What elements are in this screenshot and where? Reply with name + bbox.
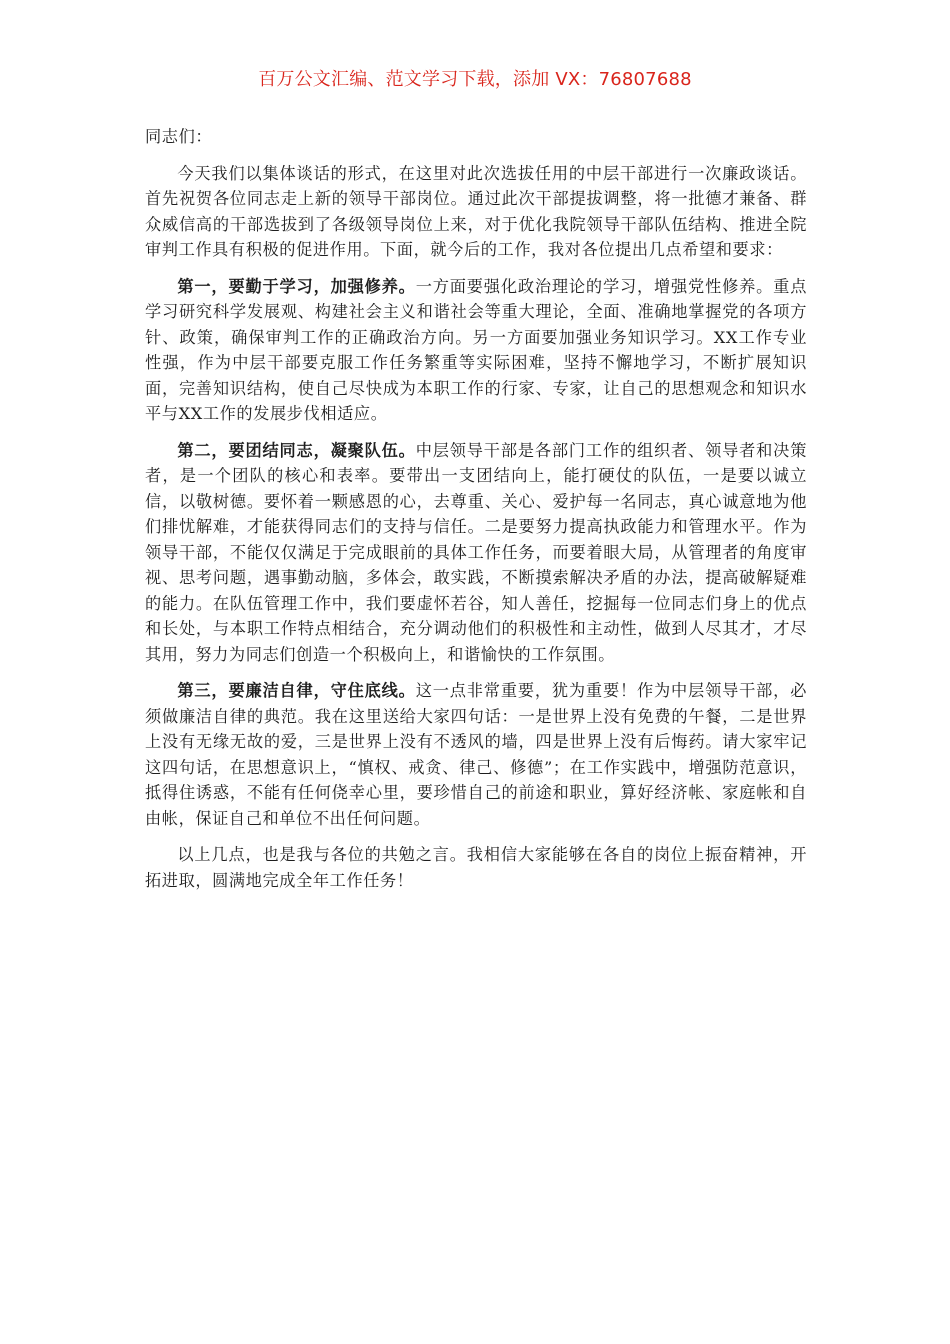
paragraph-lead: 第三，要廉洁自律，守住底线。 — [177, 681, 416, 700]
paragraph-text: 中层领导干部是各部门工作的组织者、领导者和决策者，是一个团队的核心和表率。要带出一支团结向上，能打硬仗的队伍，一是要以诚立信，以敬树德。要怀着一颗感恩的心，去尊重、关心、爱护每一名同志，真心诚意地为他们排忧解难，才能获得同志们的支持与信任。二是要努力提高执政能力和管理水平。作为领导干部，不能仅仅满足于完成眼前的具体工作任务，而要着眼大局，从管理者的角度审视、思考问题，遇事勤动脑，多体会，敢实践，不断摸索解决矛盾的办法，提高破解疑难的能力。在队伍管理工作中，我们要虚怀若谷，知人善任，挖掘每一位同志们身上的优点和长处，与本职工作特点相结合，充分调动他们的积极性和主动性，做到人尽其才，才尽其用，努力为同志们创造一个积极向上，和谐愉快的工作氛围。 — [145, 440, 807, 664]
paragraph-text: 一方面要强化政治理论的学习，增强党性修养。重点学习研究科学发展观、构建社会主义和谐社会等重大理论，全面、准确地掌握党的各项方针、政策，确保审判工作的正确政治方向。另一方面要加强业务知识学习。XX工作专业性强，作为中层干部要克服工作任务繁重等实际困难，坚持不懈地学习，不断扩展知识面，完善知识结构，使自己尽快成为本职工作的行家、专家，让自己的思想观念和知识水平与XX工作的发展步伐相适应。 — [145, 276, 807, 423]
paragraph-lead: 第二，要团结同志，凝聚队伍。 — [177, 440, 416, 460]
paragraph-intro — [145, 161, 807, 263]
paragraph-text: 今天我们以集体谈话的形式，在这里对此次选拔任用的中层干部进行一次廉政谈话。首先祝贺各位同志走上新的领导干部岗位。通过此次干部提拔调整，将一批德才兼备、群众威信高的干部选拔到了各级领导岗位上来，对于优化我院领导干部队伍结构、推进全院审判工作具有积极的促进作用。下面，就今后的工作，我对各位提出几点希望和要求： — [145, 163, 807, 259]
paragraph-point-three — [145, 678, 807, 831]
document-body — [145, 124, 807, 904]
paragraph-text: 这一点非常重要，犹为重要！作为中层领导干部，必须做廉洁自律的典范。我在这里送给大家四句话：一是世界上没有免费的午餐，二是世界上没有无缘无故的爱，三是世界上没有不透风的墙，四是世界上没有后悔药。请大家牢记这四句话，在思想意识上，“慎权、戒贪、律己、修德”；在工作实践中，增强防范意识，抵得住诱惑，不能有任何侥幸心里，要珍惜自己的前途和职业，算好经济帐、家庭帐和自由帐，保证自己和单位不出任何问题。 — [145, 681, 807, 828]
paragraph-lead: 第一，要勤于学习，加强修养。 — [177, 276, 416, 296]
paragraph-point-two — [145, 438, 807, 668]
paragraph-point-one — [145, 274, 807, 427]
header-banner: 百万公文汇编、范文学习下载，添加 VX：76807688 — [258, 69, 692, 90]
paragraph-text: 以上几点，也是我与各位的共勉之言。我相信大家能够在各自的岗位上振奋精神，开拓进取，圆满地完成全年工作任务！ — [145, 845, 807, 890]
paragraph-closing — [145, 842, 807, 893]
salutation: 同志们： — [145, 127, 213, 146]
